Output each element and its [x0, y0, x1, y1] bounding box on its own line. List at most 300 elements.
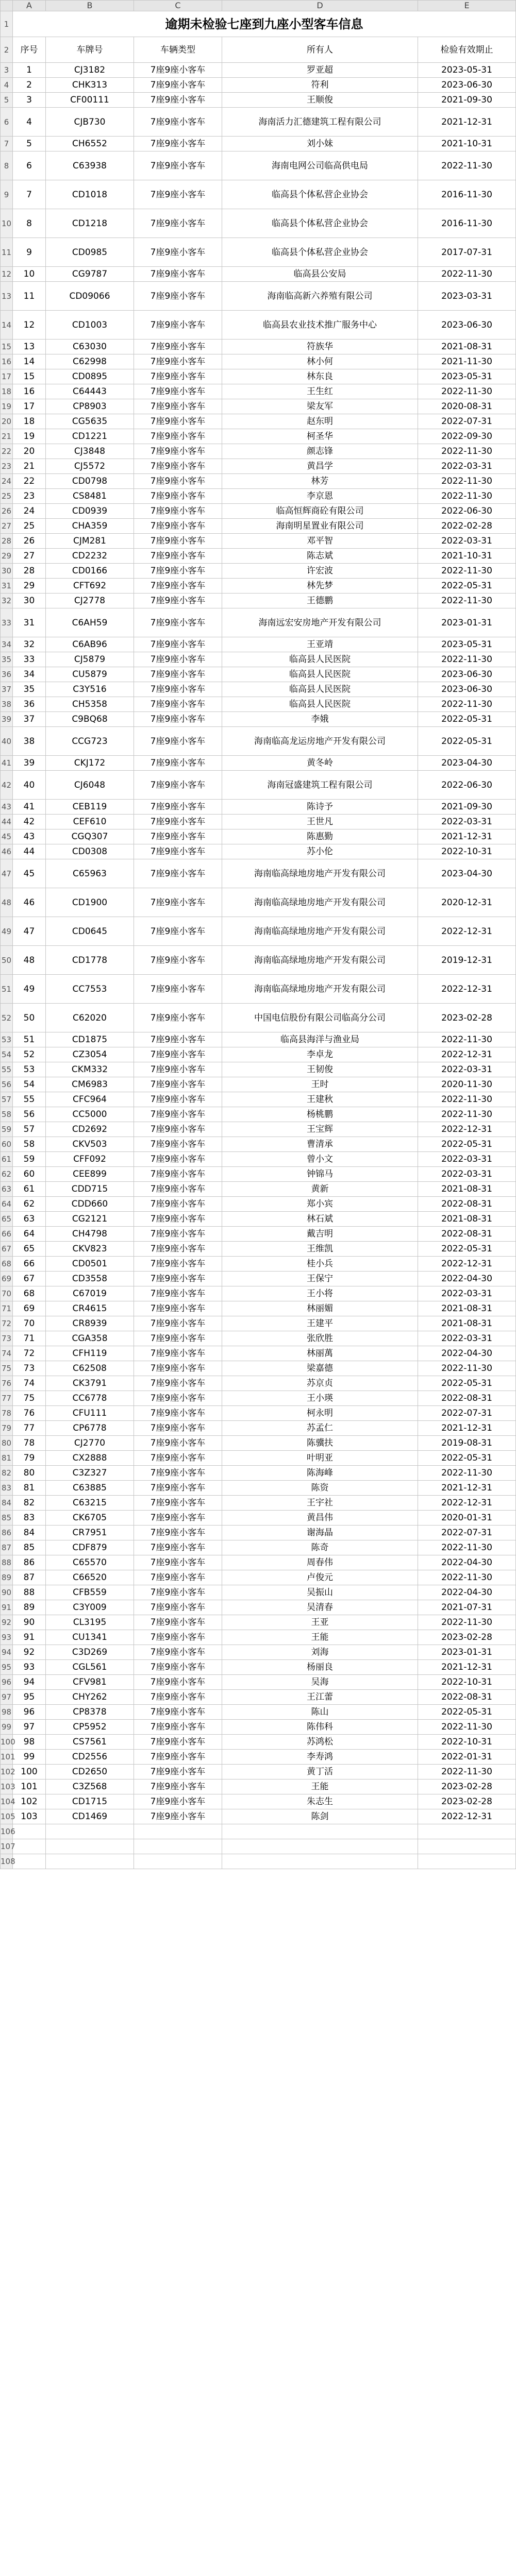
cell-type[interactable]: 7座9座小客车	[134, 1705, 222, 1720]
cell-owner[interactable]: 临高县人民医院	[222, 652, 418, 667]
cell-owner[interactable]: 陈惠勤	[222, 829, 418, 844]
cell-plate[interactable]: C62020	[46, 1004, 134, 1032]
cell-no[interactable]: 15	[13, 369, 46, 384]
cell-expiry[interactable]: 2021-08-31	[418, 1301, 516, 1316]
cell-no[interactable]: 93	[13, 1660, 46, 1675]
cell-plate[interactable]: CD2650	[46, 1765, 134, 1780]
cell-plate[interactable]: CK3791	[46, 1376, 134, 1391]
cell-type[interactable]: 7座9座小客车	[134, 1615, 222, 1630]
cell-plate[interactable]: CD09066	[46, 282, 134, 311]
row-number[interactable]: 47	[1, 859, 13, 888]
cell-owner[interactable]: 林丽媚	[222, 1301, 418, 1316]
cell-plate[interactable]: CR4615	[46, 1301, 134, 1316]
cell-no[interactable]: 79	[13, 1451, 46, 1466]
cell-no[interactable]: 11	[13, 282, 46, 311]
cell-no[interactable]: 12	[13, 311, 46, 340]
cell-type[interactable]: 7座9座小客车	[134, 1451, 222, 1466]
cell-owner[interactable]: 赵东明	[222, 414, 418, 429]
cell-no[interactable]: 76	[13, 1406, 46, 1421]
cell-plate[interactable]: C63030	[46, 340, 134, 354]
cell-owner[interactable]: 吴海	[222, 1675, 418, 1690]
cell-plate[interactable]: CJ3848	[46, 444, 134, 459]
cell-plate[interactable]: CD0308	[46, 844, 134, 859]
cell-plate[interactable]: CX2888	[46, 1451, 134, 1466]
cell-type[interactable]: 7座9座小客车	[134, 1212, 222, 1227]
row-number[interactable]: 18	[1, 384, 13, 399]
row-number[interactable]: 59	[1, 1122, 13, 1137]
cell-expiry[interactable]: 2022-11-30	[418, 652, 516, 667]
cell-type[interactable]: 7座9座小客车	[134, 549, 222, 564]
cell-type[interactable]: 7座9座小客车	[134, 1630, 222, 1645]
cell-owner[interactable]: 临高县人民医院	[222, 682, 418, 697]
cell-plate[interactable]: CD1715	[46, 1794, 134, 1809]
cell-owner[interactable]: 周春伟	[222, 1555, 418, 1570]
cell-type[interactable]: 7座9座小客车	[134, 917, 222, 946]
cell-no[interactable]: 52	[13, 1047, 46, 1062]
row-number[interactable]: 51	[1, 975, 13, 1004]
row-number[interactable]: 15	[1, 340, 13, 354]
cell-plate[interactable]: CFU111	[46, 1406, 134, 1421]
cell-plate[interactable]: C3Z568	[46, 1780, 134, 1794]
cell-type[interactable]: 7座9座小客车	[134, 829, 222, 844]
cell-plate[interactable]: CD0166	[46, 564, 134, 579]
cell-type[interactable]: 7座9座小客车	[134, 108, 222, 137]
row-number[interactable]: 79	[1, 1421, 13, 1436]
cell-type[interactable]: 7座9座小客车	[134, 1690, 222, 1705]
cell-type[interactable]: 7座9座小客车	[134, 1481, 222, 1496]
cell-no[interactable]: 47	[13, 917, 46, 946]
cell-no[interactable]: 13	[13, 340, 46, 354]
column-letter[interactable]: D	[222, 1, 418, 11]
cell-type[interactable]: 7座9座小客车	[134, 1032, 222, 1047]
cell-type[interactable]: 7座9座小客车	[134, 137, 222, 151]
cell-plate[interactable]: CM6983	[46, 1077, 134, 1092]
cell-expiry[interactable]: 2022-10-31	[418, 1675, 516, 1690]
cell-no[interactable]: 17	[13, 399, 46, 414]
cell-plate[interactable]: CD2692	[46, 1122, 134, 1137]
cell-plate[interactable]: C67019	[46, 1286, 134, 1301]
cell-plate[interactable]: CD0895	[46, 369, 134, 384]
cell-type[interactable]: 7座9座小客车	[134, 180, 222, 209]
cell-owner[interactable]: 王江蕾	[222, 1690, 418, 1705]
cell-owner[interactable]: 王维凯	[222, 1242, 418, 1257]
row-number[interactable]: 44	[1, 815, 13, 829]
row-number[interactable]: 83	[1, 1481, 13, 1496]
cell-owner[interactable]: 郑小宾	[222, 1197, 418, 1212]
cell-owner[interactable]: 张欣胜	[222, 1331, 418, 1346]
cell-no[interactable]: 4	[13, 108, 46, 137]
cell-owner[interactable]: 临高县人民医院	[222, 697, 418, 712]
cell-plate[interactable]: CD0985	[46, 238, 134, 267]
cell-plate[interactable]: CR7951	[46, 1526, 134, 1540]
cell-type[interactable]: 7座9座小客车	[134, 1182, 222, 1197]
cell-owner[interactable]: 海南临高绿地房地产开发有限公司	[222, 888, 418, 917]
cell-no[interactable]: 48	[13, 946, 46, 975]
row-number[interactable]: 35	[1, 652, 13, 667]
cell-no[interactable]: 6	[13, 151, 46, 180]
cell-type[interactable]: 7座9座小客车	[134, 1735, 222, 1750]
row-number[interactable]: 82	[1, 1466, 13, 1481]
cell-owner[interactable]: 中国电信股份有限公司临高分公司	[222, 1004, 418, 1032]
cell-owner[interactable]: 黄冬岭	[222, 756, 418, 771]
cell-expiry[interactable]: 2022-05-31	[418, 579, 516, 594]
cell-type[interactable]: 7座9座小客车	[134, 429, 222, 444]
row-number[interactable]: 3	[1, 63, 13, 78]
cell-plate[interactable]: CD1875	[46, 1032, 134, 1047]
cell-expiry[interactable]: 2022-11-30	[418, 1615, 516, 1630]
row-number[interactable]: 17	[1, 369, 13, 384]
cell-type[interactable]: 7座9座小客车	[134, 1062, 222, 1077]
cell-expiry[interactable]: 2022-12-31	[418, 1047, 516, 1062]
cell-no[interactable]: 101	[13, 1780, 46, 1794]
cell-type[interactable]: 7座9座小客车	[134, 1004, 222, 1032]
cell-plate[interactable]: CC5000	[46, 1107, 134, 1122]
cell-owner[interactable]: 谢海晶	[222, 1526, 418, 1540]
cell-no[interactable]: 41	[13, 800, 46, 815]
cell-type[interactable]: 7座9座小客车	[134, 1092, 222, 1107]
cell-type[interactable]: 7座9座小客车	[134, 771, 222, 800]
cell-expiry[interactable]: 2023-06-30	[418, 78, 516, 93]
cell-no[interactable]: 25	[13, 519, 46, 534]
cell-type[interactable]: 7座9座小客车	[134, 369, 222, 384]
cell-owner[interactable]: 黄新	[222, 1182, 418, 1197]
cell-expiry[interactable]: 2022-11-30	[418, 1720, 516, 1735]
cell-owner[interactable]: 刘海	[222, 1645, 418, 1660]
row-number[interactable]: 78	[1, 1406, 13, 1421]
cell-owner[interactable]: 陈海峰	[222, 1466, 418, 1481]
cell-expiry[interactable]: 2021-10-31	[418, 549, 516, 564]
cell-type[interactable]: 7座9座小客车	[134, 1316, 222, 1331]
cell-no[interactable]: 14	[13, 354, 46, 369]
cell-no[interactable]: 71	[13, 1331, 46, 1346]
cell-owner[interactable]: 刘小妹	[222, 137, 418, 151]
cell-owner[interactable]: 王德鹏	[222, 594, 418, 608]
cell-type[interactable]: 7座9座小客车	[134, 93, 222, 108]
cell-no[interactable]: 96	[13, 1705, 46, 1720]
cell-no[interactable]: 7	[13, 180, 46, 209]
row-number[interactable]: 20	[1, 414, 13, 429]
cell-type[interactable]: 7座9座小客车	[134, 1047, 222, 1062]
cell-plate[interactable]: C62998	[46, 354, 134, 369]
cell-type[interactable]: 7座9座小客车	[134, 1720, 222, 1735]
row-number[interactable]: 48	[1, 888, 13, 917]
row-number[interactable]: 46	[1, 844, 13, 859]
cell-plate[interactable]: CHK313	[46, 78, 134, 93]
header-cell-owner[interactable]: 所有人	[222, 37, 418, 63]
cell-type[interactable]: 7座9座小客车	[134, 1511, 222, 1526]
cell-no[interactable]: 99	[13, 1750, 46, 1765]
cell-plate[interactable]: CC6778	[46, 1391, 134, 1406]
cell-no[interactable]: 77	[13, 1421, 46, 1436]
row-number[interactable]: 33	[1, 608, 13, 637]
cell-owner[interactable]: 王保宁	[222, 1272, 418, 1286]
cell-owner[interactable]: 李卓龙	[222, 1047, 418, 1062]
row-number[interactable]: 107	[1, 1839, 13, 1854]
cell-type[interactable]: 7座9座小客车	[134, 975, 222, 1004]
cell-plate[interactable]: CKM332	[46, 1062, 134, 1077]
cell-type[interactable]: 7座9座小客车	[134, 414, 222, 429]
cell-expiry[interactable]: 2022-03-31	[418, 815, 516, 829]
cell-type[interactable]: 7座9座小客车	[134, 504, 222, 519]
row-number[interactable]: 57	[1, 1092, 13, 1107]
cell-plate[interactable]: CFT692	[46, 579, 134, 594]
cell-expiry[interactable]: 2022-05-31	[418, 1376, 516, 1391]
cell-plate[interactable]: CGL561	[46, 1660, 134, 1675]
cell-type[interactable]: 7座9座小客车	[134, 727, 222, 756]
cell-no[interactable]: 66	[13, 1257, 46, 1272]
cell-no[interactable]: 81	[13, 1481, 46, 1496]
cell-no[interactable]: 24	[13, 504, 46, 519]
cell-plate[interactable]: CJ6048	[46, 771, 134, 800]
cell-no[interactable]: 1	[13, 63, 46, 78]
row-number[interactable]: 74	[1, 1346, 13, 1361]
cell-owner[interactable]: 海南临高绿地房地产开发有限公司	[222, 859, 418, 888]
row-number[interactable]: 64	[1, 1197, 13, 1212]
cell-owner[interactable]: 林丽萬	[222, 1346, 418, 1361]
cell-expiry[interactable]: 2021-08-31	[418, 1316, 516, 1331]
cell-expiry[interactable]: 2022-05-31	[418, 1242, 516, 1257]
cell-no[interactable]: 44	[13, 844, 46, 859]
cell-type[interactable]: 7座9座小客车	[134, 1496, 222, 1511]
cell-plate[interactable]: CD0939	[46, 504, 134, 519]
empty-cell[interactable]	[222, 1824, 418, 1839]
cell-no[interactable]: 18	[13, 414, 46, 429]
cell-expiry[interactable]: 2023-02-28	[418, 1630, 516, 1645]
row-number[interactable]: 76	[1, 1376, 13, 1391]
cell-plate[interactable]: CD1003	[46, 311, 134, 340]
cell-expiry[interactable]: 2023-02-28	[418, 1004, 516, 1032]
cell-plate[interactable]: CHY262	[46, 1690, 134, 1705]
row-number[interactable]: 102	[1, 1765, 13, 1780]
row-number[interactable]: 1	[1, 11, 13, 37]
cell-no[interactable]: 27	[13, 549, 46, 564]
cell-no[interactable]: 39	[13, 756, 46, 771]
row-number[interactable]: 108	[1, 1854, 13, 1869]
empty-cell[interactable]	[46, 1854, 134, 1869]
cell-expiry[interactable]: 2022-01-31	[418, 1750, 516, 1765]
cell-owner[interactable]: 林先梦	[222, 579, 418, 594]
cell-type[interactable]: 7座9座小客车	[134, 564, 222, 579]
cell-expiry[interactable]: 2022-10-31	[418, 1735, 516, 1750]
cell-expiry[interactable]: 2022-03-31	[418, 1331, 516, 1346]
cell-expiry[interactable]: 2021-12-31	[418, 108, 516, 137]
cell-owner[interactable]: 王顺俊	[222, 93, 418, 108]
cell-no[interactable]: 95	[13, 1690, 46, 1705]
row-number[interactable]: 6	[1, 108, 13, 137]
cell-expiry[interactable]: 2022-02-28	[418, 519, 516, 534]
cell-plate[interactable]: CD0798	[46, 474, 134, 489]
cell-no[interactable]: 57	[13, 1122, 46, 1137]
cell-expiry[interactable]: 2021-12-31	[418, 1481, 516, 1496]
cell-owner[interactable]: 海南临高龙运房地产开发有限公司	[222, 727, 418, 756]
cell-plate[interactable]: CP8903	[46, 399, 134, 414]
cell-type[interactable]: 7座9座小客车	[134, 354, 222, 369]
cell-no[interactable]: 8	[13, 209, 46, 238]
cell-no[interactable]: 43	[13, 829, 46, 844]
cell-no[interactable]: 91	[13, 1630, 46, 1645]
empty-cell[interactable]	[418, 1854, 516, 1869]
cell-plate[interactable]: CH6552	[46, 137, 134, 151]
cell-owner[interactable]: 临高县个体私营企业协会	[222, 209, 418, 238]
cell-plate[interactable]: C6AH59	[46, 608, 134, 637]
row-number[interactable]: 12	[1, 267, 13, 282]
cell-type[interactable]: 7座9座小客车	[134, 384, 222, 399]
cell-no[interactable]: 53	[13, 1062, 46, 1077]
cell-plate[interactable]: CJ5879	[46, 652, 134, 667]
cell-no[interactable]: 10	[13, 267, 46, 282]
row-number[interactable]: 61	[1, 1152, 13, 1167]
cell-expiry[interactable]: 2022-12-31	[418, 1496, 516, 1511]
row-number[interactable]: 45	[1, 829, 13, 844]
cell-type[interactable]: 7座9座小客车	[134, 1750, 222, 1765]
cell-type[interactable]: 7座9座小客车	[134, 815, 222, 829]
cell-type[interactable]: 7座9座小客车	[134, 1361, 222, 1376]
row-number[interactable]: 22	[1, 444, 13, 459]
empty-cell[interactable]	[13, 1854, 46, 1869]
cell-type[interactable]: 7座9座小客车	[134, 1660, 222, 1675]
cell-owner[interactable]: 王宝辉	[222, 1122, 418, 1137]
cell-expiry[interactable]: 2022-08-31	[418, 1690, 516, 1705]
cell-no[interactable]: 50	[13, 1004, 46, 1032]
cell-no[interactable]: 9	[13, 238, 46, 267]
cell-owner[interactable]: 王世凡	[222, 815, 418, 829]
cell-plate[interactable]: CR8939	[46, 1316, 134, 1331]
row-number[interactable]: 73	[1, 1331, 13, 1346]
row-number[interactable]: 105	[1, 1809, 13, 1824]
row-number[interactable]: 28	[1, 534, 13, 549]
cell-expiry[interactable]: 2022-07-31	[418, 1526, 516, 1540]
cell-no[interactable]: 67	[13, 1272, 46, 1286]
cell-no[interactable]: 2	[13, 78, 46, 93]
cell-plate[interactable]: CDD715	[46, 1182, 134, 1197]
cell-expiry[interactable]: 2020-12-31	[418, 888, 516, 917]
row-number[interactable]: 52	[1, 1004, 13, 1032]
column-letter[interactable]: B	[46, 1, 134, 11]
cell-type[interactable]: 7座9座小客车	[134, 474, 222, 489]
cell-no[interactable]: 28	[13, 564, 46, 579]
cell-expiry[interactable]: 2022-07-31	[418, 1406, 516, 1421]
header-cell-plate[interactable]: 车牌号	[46, 37, 134, 63]
cell-owner[interactable]: 临高县个体私营企业协会	[222, 238, 418, 267]
cell-plate[interactable]: CEB119	[46, 800, 134, 815]
cell-no[interactable]: 90	[13, 1615, 46, 1630]
cell-no[interactable]: 72	[13, 1346, 46, 1361]
cell-owner[interactable]: 临高县海洋与渔业局	[222, 1032, 418, 1047]
cell-type[interactable]: 7座9座小客车	[134, 1346, 222, 1361]
row-number[interactable]: 21	[1, 429, 13, 444]
cell-type[interactable]: 7座9座小客车	[134, 1585, 222, 1600]
cell-plate[interactable]: C63938	[46, 151, 134, 180]
header-cell-no[interactable]: 序号	[13, 37, 46, 63]
cell-type[interactable]: 7座9座小客车	[134, 712, 222, 727]
cell-type[interactable]: 7座9座小客车	[134, 1376, 222, 1391]
cell-expiry[interactable]: 2022-08-31	[418, 1227, 516, 1242]
cell-expiry[interactable]: 2022-04-30	[418, 1585, 516, 1600]
row-number[interactable]: 30	[1, 564, 13, 579]
cell-owner[interactable]: 王亚靖	[222, 637, 418, 652]
row-number[interactable]: 37	[1, 682, 13, 697]
cell-type[interactable]: 7座9座小客车	[134, 1107, 222, 1122]
cell-owner[interactable]: 海南电网公司临高供电局	[222, 151, 418, 180]
cell-owner[interactable]: 桂小兵	[222, 1257, 418, 1272]
row-number[interactable]: 90	[1, 1585, 13, 1600]
cell-expiry[interactable]: 2017-07-31	[418, 238, 516, 267]
row-number[interactable]: 80	[1, 1436, 13, 1451]
row-number[interactable]: 10	[1, 209, 13, 238]
cell-plate[interactable]: CD2232	[46, 549, 134, 564]
cell-plate[interactable]: CP6778	[46, 1421, 134, 1436]
row-number[interactable]: 31	[1, 579, 13, 594]
cell-owner[interactable]: 戴吉明	[222, 1227, 418, 1242]
row-number[interactable]: 13	[1, 282, 13, 311]
cell-owner[interactable]: 罗亚超	[222, 63, 418, 78]
cell-type[interactable]: 7座9座小客车	[134, 78, 222, 93]
header-cell-type[interactable]: 车辆类型	[134, 37, 222, 63]
cell-plate[interactable]: CC7553	[46, 975, 134, 1004]
cell-expiry[interactable]: 2021-08-31	[418, 1212, 516, 1227]
cell-type[interactable]: 7座9座小客车	[134, 1301, 222, 1316]
cell-expiry[interactable]: 2022-03-31	[418, 1286, 516, 1301]
cell-expiry[interactable]: 2022-12-31	[418, 1809, 516, 1824]
row-number[interactable]: 19	[1, 399, 13, 414]
cell-expiry[interactable]: 2020-01-31	[418, 1511, 516, 1526]
cell-expiry[interactable]: 2023-02-28	[418, 1794, 516, 1809]
cell-expiry[interactable]: 2022-03-31	[418, 1152, 516, 1167]
cell-no[interactable]: 60	[13, 1167, 46, 1182]
cell-type[interactable]: 7座9座小客车	[134, 1645, 222, 1660]
cell-type[interactable]: 7座9座小客车	[134, 756, 222, 771]
header-cell-expiry[interactable]: 检验有效期止	[418, 37, 516, 63]
cell-plate[interactable]: CJB730	[46, 108, 134, 137]
cell-type[interactable]: 7座9座小客车	[134, 489, 222, 504]
row-number[interactable]: 91	[1, 1600, 13, 1615]
cell-expiry[interactable]: 2016-11-30	[418, 180, 516, 209]
cell-plate[interactable]: CU5879	[46, 667, 134, 682]
cell-type[interactable]: 7座9座小客车	[134, 1421, 222, 1436]
cell-expiry[interactable]: 2020-11-30	[418, 1077, 516, 1092]
cell-plate[interactable]: C3Y009	[46, 1600, 134, 1615]
cell-expiry[interactable]: 2022-11-30	[418, 384, 516, 399]
cell-plate[interactable]: CD2556	[46, 1750, 134, 1765]
row-number[interactable]: 54	[1, 1047, 13, 1062]
cell-expiry[interactable]: 2022-05-31	[418, 1705, 516, 1720]
cell-owner[interactable]: 杨丽良	[222, 1660, 418, 1675]
cell-no[interactable]: 70	[13, 1316, 46, 1331]
cell-plate[interactable]: CD0645	[46, 917, 134, 946]
row-number[interactable]: 100	[1, 1735, 13, 1750]
cell-no[interactable]: 103	[13, 1809, 46, 1824]
cell-plate[interactable]: CGA358	[46, 1331, 134, 1346]
cell-type[interactable]: 7座9座小客车	[134, 209, 222, 238]
cell-owner[interactable]: 林石斌	[222, 1212, 418, 1227]
cell-no[interactable]: 56	[13, 1107, 46, 1122]
cell-owner[interactable]: 王能	[222, 1780, 418, 1794]
cell-expiry[interactable]: 2021-10-31	[418, 137, 516, 151]
cell-owner[interactable]: 林东良	[222, 369, 418, 384]
cell-plate[interactable]: CS8481	[46, 489, 134, 504]
row-number[interactable]: 70	[1, 1286, 13, 1301]
row-number[interactable]: 4	[1, 78, 13, 93]
cell-plate[interactable]: CFH119	[46, 1346, 134, 1361]
cell-plate[interactable]: CP5952	[46, 1720, 134, 1735]
cell-owner[interactable]: 苏孟仁	[222, 1421, 418, 1436]
cell-plate[interactable]: CD1221	[46, 429, 134, 444]
cell-plate[interactable]: CCG723	[46, 727, 134, 756]
cell-owner[interactable]: 王小瑛	[222, 1391, 418, 1406]
cell-expiry[interactable]: 2022-11-30	[418, 1765, 516, 1780]
cell-plate[interactable]: CK6705	[46, 1511, 134, 1526]
cell-expiry[interactable]: 2022-07-31	[418, 414, 516, 429]
